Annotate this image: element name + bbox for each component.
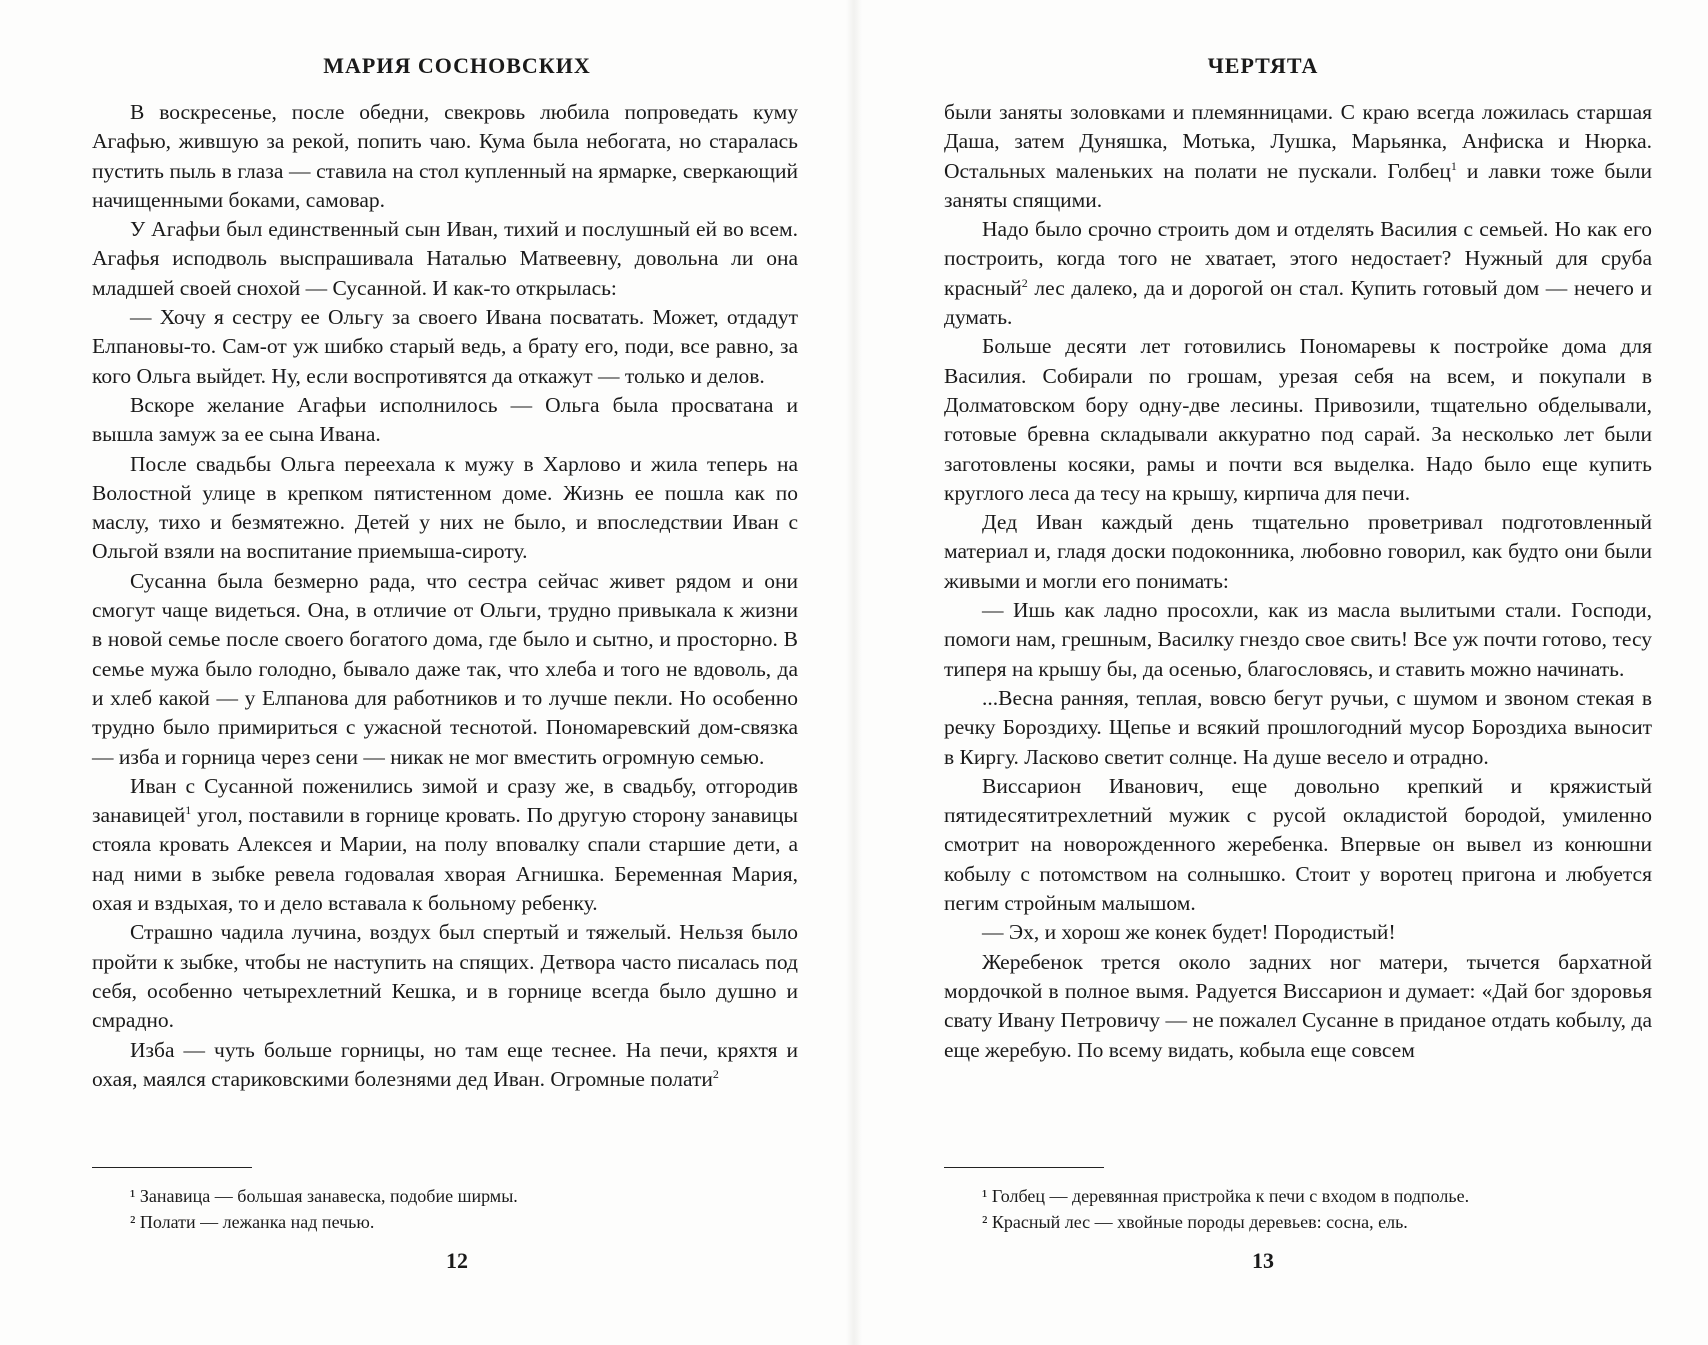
paragraph: — Хочу я сестру ее Ольгу за своего Ивана посватать. Может, отдадут Елпановы-то. Сам-от уж шибко старый ведь, а брату его, поди, все равно, за кого Ольга выйдет. Ну, если воспротивятся да откажут — только и делов. xyxy=(92,305,798,388)
paragraph: Больше десяти лет готовились Пономаревы к постройке дома для Василия. Собирали по грошам, урезая себя на всем, и покупали в Долматовском бору одну-две лесины. Привозили, тщательно обделывали, готовые бревна складывали аккуратно под сарай. За несколько лет были заготовлены косяки, рамы и почти вся выделка. Надо было еще купить круглого леса да тесу на крышу, кирпича для печи. xyxy=(944,334,1652,505)
paragraph: У Агафьи был единственный сын Иван, тихий и послушный ей во всем. Агафья исподволь выспрашивала Наталью Матвеевну, довольна ли она младшей своей снохой — Сусанной. И как-то открылась: xyxy=(92,217,798,300)
paragraph-text: Иван с Сусанной поженились зимой и сразу же, в свадьбу, отгородив занавицей xyxy=(92,773,798,828)
right-page-body xyxy=(944,98,1652,1065)
paragraph: — Ишь как ладно просохли, как из масла вылитыми стали. Господи, помоги нам, грешным, Василку гнездо свое свить! Все уж почти готово, тесу типеря на крышу бы, да осенью, благословясь, и ставить можно начинать. xyxy=(944,598,1652,681)
paragraph: — Эх, и хорош же конек будет! Породистый! xyxy=(982,920,1396,945)
paragraph: ...Весна ранняя, теплая, вовсю бегут ручьи, с шумом и звоном стекая в речку Бороздиху. Щепье и всякий прошлогодний мусор Бороздиха выносит в Киргу. Ласково светит солнце. На душе весело и отрадно. xyxy=(944,685,1652,769)
footnote-divider xyxy=(944,1167,1104,1168)
paragraph xyxy=(92,772,798,918)
paragraph-text: Изба — чуть больше горницы, но там еще теснее. На печи, кряхтя и охая, маялся стариковскими болезнями дед Иван. Огромные полати xyxy=(92,1037,798,1091)
paragraph-text: Надо было срочно строить дом и отделять Василия с семьей. Но как его построить, когда того не хватает, этого недостает? Нужный для сруба красный xyxy=(944,217,1652,300)
footnote-marker: 1 xyxy=(1450,158,1457,173)
footnote-divider xyxy=(92,1167,252,1168)
paragraph: После свадьбы Ольга переехала к мужу в Харлово и жила теперь на Волостной улице в крепком пятистенном доме. Жизнь ее пошла как по маслу, тихо и безмятежно. Детей у них не было, и впоследствии Иван с Ольгой взяли на воспитание приемыша-сироту. xyxy=(92,451,798,564)
paragraph-text: и лавки тоже были заняты спящими. xyxy=(944,158,1652,212)
paragraph xyxy=(944,215,1652,332)
paragraph: Вскоре желание Агафьи исполнилось — Ольга была просватана и вышла замуж за ее сына Ивана. xyxy=(92,392,798,447)
paragraph: Страшно чадила лучина, воздух был спертый и тяжелый. Нельзя было пройти к зыбке, чтобы не наступить на спящих. Детвора часто писалась под себя, особенно четырехлетний Кешка, и в горнице всегда было душно и смрадно. xyxy=(92,920,798,1033)
paragraph: Дед Иван каждый день тщательно проветривал подготовленный материал и, гладя доски подоконника, любовно говорил, как будто они были живыми и могли его понимать: xyxy=(944,510,1652,593)
left-page-body xyxy=(92,98,798,1094)
footnotes xyxy=(982,1183,1469,1235)
footnote-marker: 2 xyxy=(712,1066,719,1081)
paragraph-text: были заняты золовками и племянницами. С краю всегда ложилась старшая Даша, затем Дуняшка, Мотька, Лушка, Марьянка, Анфиска и Нюрка. Остальных маленьких на полати не пускали. Голбец xyxy=(944,100,1652,183)
footnotes xyxy=(130,1183,518,1235)
footnote: ¹ Голбец — деревянная пристройка к печи с входом в подполье. xyxy=(982,1186,1470,1206)
paragraph: Виссарион Иванович, еще довольно крепкий и кряжистый пятидесятитрехлетний мужик с русой окладистой бородой, умиленно смотрит на новорожденного жеребенка. Впервые он вывел из конюшни кобылу с потомством на солнышко. Стоит у воротец пригона и любуется пегим стройным малышом. xyxy=(944,773,1652,916)
paragraph-text: лес далеко, да и дорогой он стал. Купить готовый дом — нечего и думать. xyxy=(944,275,1652,330)
paragraph xyxy=(92,1036,798,1095)
footnote-marker: 1 xyxy=(185,802,192,817)
paragraph: Сусанна была безмерно рада, что сестра сейчас живет рядом и они смогут чаще видеться. Она, в отличие от Ольги, трудно привыкала к жизни в новой семье после своего богатого дома, где было и сытно, и просторно. В семье мужа было голодно, бывало даже так, что хлеба и того не вдоволь, да и хлеб какой — у Елпанова для работников и то лучше пекли. Но особенно трудно было примириться с ужасной теснотой. Пономаревский дом-связка — изба и горница через сени — никак не мог вместить огромную семью. xyxy=(92,568,798,769)
footnote: ² Красный лес — хвойные породы деревьев: сосна, ель. xyxy=(982,1212,1408,1232)
running-head-title: ЧЕРТЯТА xyxy=(1207,53,1319,78)
page-number: 13 xyxy=(1252,1248,1274,1273)
paragraph xyxy=(944,98,1652,215)
footnote: ² Полати — лежанка над печью. xyxy=(130,1212,375,1232)
footnote-marker: 2 xyxy=(1021,275,1028,290)
page-number: 12 xyxy=(446,1248,468,1273)
footnote: ¹ Занавица — большая занавеска, подобие ширмы. xyxy=(130,1186,518,1206)
paragraph-text: угол, поставили в горнице кровать. По другую сторону занавицы стояла кровать Алексея и Марии, на полу вповалку спали старшие дети, а над ними в зыбке ревела годовалая хворая Агнишка. Беременная Мария, охая и вздыхая, то и дело вставала к больному ребенку. xyxy=(92,803,798,916)
running-head-author: МАРИЯ СОСНОВСКИХ xyxy=(323,53,591,78)
right-page xyxy=(854,0,1708,1345)
paragraph: Жеребенок трется около задних ног матери, тычется бархатной мордочкой в полное вымя. Радуется Виссарион и думает: «Дай бог здоровья свату Ивану Петровичу — не пожалел Сусанне в приданое отдать кобылу, да еще жеребую. По всему видать, кобыла еще совсем xyxy=(944,949,1652,1062)
paragraph: В воскресенье, после обедни, свекровь любила попроведать куму Агафью, жившую за рекой, попить чаю. Кума была небогата, но старалась пустить пыль в глаза — ставила на стол купленный на ярмарке, сверкающий начищенными боками, самовар. xyxy=(92,100,798,212)
